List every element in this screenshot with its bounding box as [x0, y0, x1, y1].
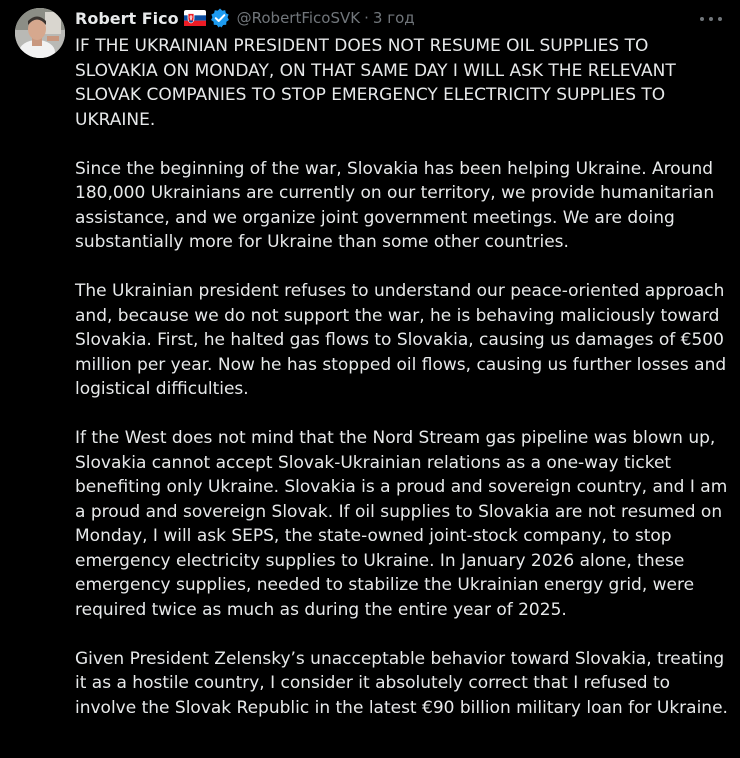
- post-paragraph: If the West does not mind that the Nord Stream gas pipeline was blown up, Slovakia cannot accept Slovak-Ukrainian relations as a one-way ticket benefiting only Ukraine. Slovakia is a proud and sovereign country, and I am a proud and sovereign Slovak. If oil supplies to Slovakia are not resumed on Monday, I will ask SEPS, the state-owned joint-stock company, to stop emergency electricity supplies to Ukraine. In January 2026 alone, these emergency supplies, needed to stabilize the Ukrainian energy grid, were required twice as much as during the entire year of 2025.: [75, 428, 728, 620]
- author-handle[interactable]: @RobertFicoSVK: [236, 9, 361, 27]
- post-paragraph: The Ukrainian president refuses to understand our peace-oriented approach and, because we do not support the war, he is behaving maliciously toward Slovakia. First, he halted gas flows to Slovakia, causing us damages of €500 million per year. Now he has stopped oil flows, causing us further losses and logistical difficulties.: [75, 281, 727, 399]
- separator-dot: ·: [364, 9, 369, 27]
- author-name[interactable]: Robert Fico: [75, 8, 179, 28]
- more-options-icon[interactable]: [700, 10, 722, 28]
- post-paragraph: Given President Zelensky’s unacceptable behavior toward Slovakia, treating it as a hostile country, I consider it absolutely correct that I refused to involve the Slovak Republic in the latest €90 billion military loan for Ukraine.: [75, 648, 728, 718]
- verified-badge-icon[interactable]: [209, 7, 231, 29]
- post-timestamp[interactable]: 3 год: [372, 9, 415, 27]
- more-dot: [709, 17, 713, 21]
- more-dot: [718, 17, 722, 21]
- post-paragraph: Since the beginning of the war, Slovakia has been helping Ukraine. Around 180,000 Ukrainians are currently on our territory, we provide humanitarian assistance, and we organize joint government meetings. We are doing substantially more for Ukraine than some other countries.: [75, 158, 715, 252]
- slovakia-flag-icon: [184, 10, 206, 26]
- post-paragraph: IF THE UKRAINIAN PRESIDENT DOES NOT RESUME OIL SUPPLIES TO SLOVAKIA ON MONDAY, ON THAT SAME DAY I WILL ASK THE RELEVANT SLOVAK COMPANIES TO STOP EMERGENCY ELECTRICITY SUPPLIES TO UKRAINE.: [75, 36, 676, 130]
- author-avatar[interactable]: [15, 8, 65, 58]
- post-text: [75, 34, 730, 745]
- more-dot: [700, 17, 704, 21]
- post-header: [75, 6, 415, 30]
